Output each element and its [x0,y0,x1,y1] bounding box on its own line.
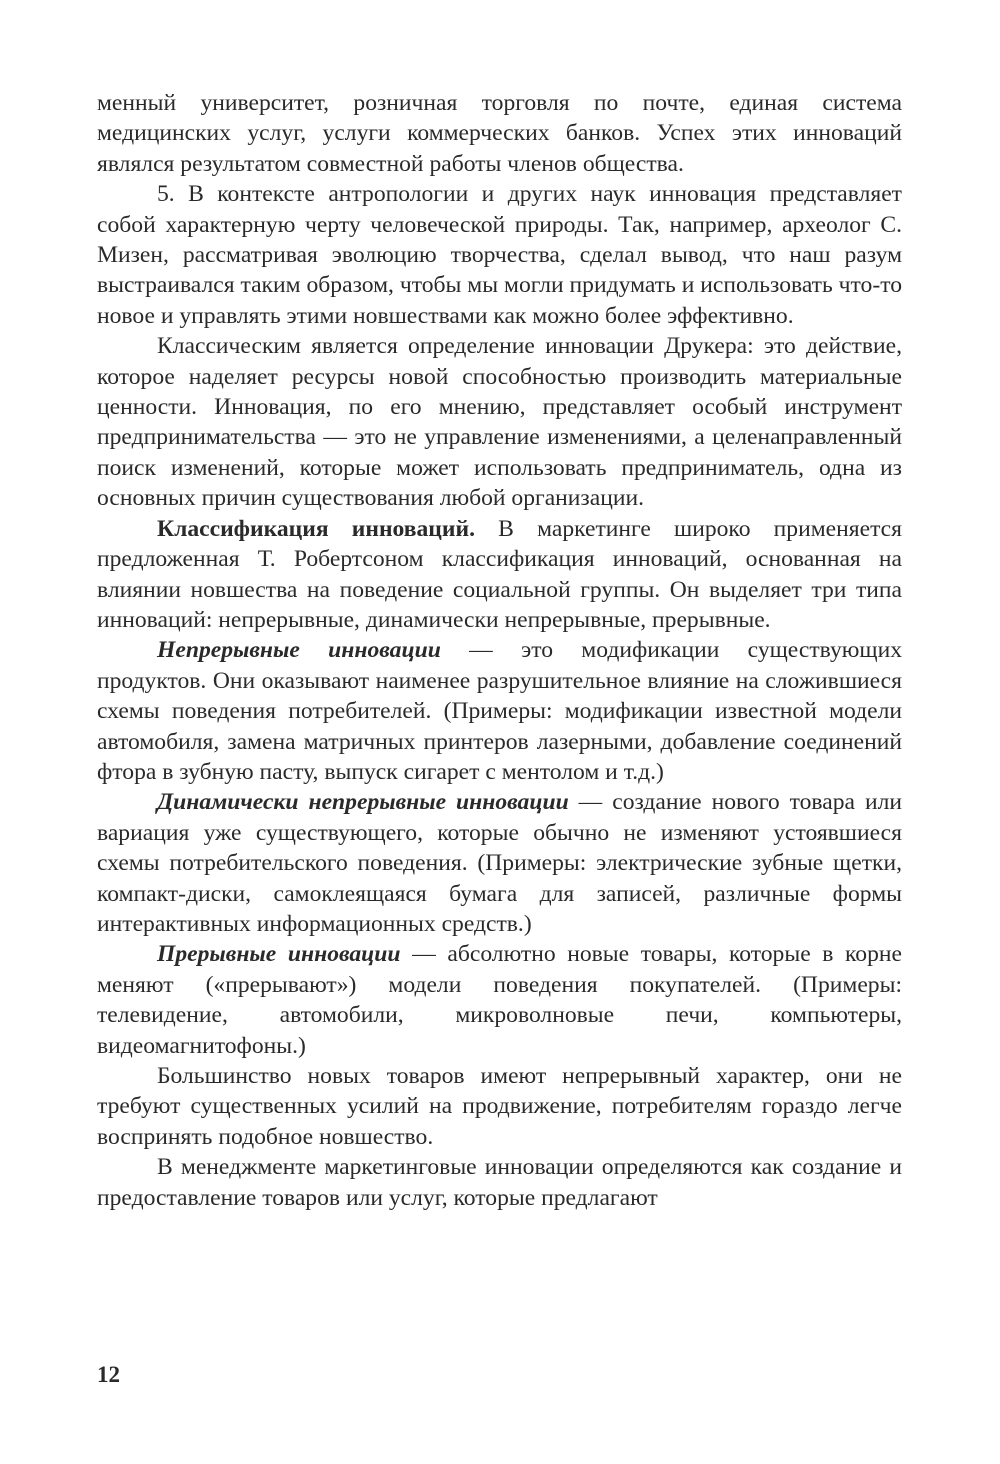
discontinuous-text: — абсолютно новые товары, которые в корне меняют («прерывают») модели поведения покупателей. (Примеры: телевидение, автомобили, микроволновые печи, компьютеры, видеомагнитофоны.) [97,941,903,1059]
classification-heading: Классификация инноваций. [157,515,475,542]
paragraph-anthropology: 5. В контексте антропологии и других наук инновация представляет собой характерную черту человеческой природы. Так, например, археолог С. Мизен, рассматривая эволюцию творчества, сделал вывод, что наш разум выстраивался таким образом, чтобы мы могли придумать и использовать что-то новое и управлять этими новшествами как можно более эффективно. [97,181,902,329]
classification-text: В маркетинге широко применяется предложенная Т. Робертсоном классификация инноваций, основанная на влиянии новшества на поведение социальной группы. Он выделяет три типа инноваций: непрерывные, динамически непрерывные, прерывные. [97,515,902,633]
paragraph-continuation: менный университет, розничная торговля по почте, единая система медицинских услуг, услуги коммерческих банков. Успех этих инноваций являлся результатом совместной работы членов общества. [97,90,902,177]
paragraph-discontinuous [97,939,902,1061]
dynamic-continuous-text: — создание нового товара или вариация уже существующего, которые обычно не изменяют устоявшиеся схемы потребительского поведения. (Примеры: электрические зубные щетки, компакт-диски, самоклеящаяся бумага для записей, различные формы интерактивных информационных средств.) [97,789,902,937]
discontinuous-term: Прерывные инновации [157,941,401,968]
paragraph-classification [97,514,902,636]
page-number: 12 [97,1362,120,1387]
paragraph-dynamic-continuous [97,787,902,939]
paragraph-drucker-definition: Классическим является определение инновации Друкера: это действие, которое наделяет ресурсы новой способностью производить материальные ценности. Инновация, по его мнению, представляет особый инструмент предпринимательства — это не управление изменениями, а целенаправленный поиск изменений, которые может использовать предприниматель, одна из основных причин существования любой организации. [97,333,902,512]
dynamic-continuous-term: Динамически непрерывные инновации [157,789,569,816]
continuous-term: Непрерывные инновации [157,637,441,664]
page-body [97,88,902,1213]
continuous-text: — это модификации существующих продуктов. Они оказывают наименее разрушительное влияние на сложившиеся схемы поведения потребителей. (Примеры: модификации известной модели автомобиля, замена матричных принтеров лазерными, добавление соединений фтора в зубную пасту, выпуск сигарет с ментолом и т.д.) [97,637,902,785]
paragraph-continuous [97,635,902,787]
paragraph-majority: Большинство новых товаров имеют непрерывный характер, они не требуют существенных усилий на продвижение, потребителям гораздо легче воспринять подобное новшество. [97,1063,902,1150]
paragraph-management: В менеджменте маркетинговые инновации определяются как создание и предоставление товаров или услуг, которые предлагают [97,1154,902,1211]
